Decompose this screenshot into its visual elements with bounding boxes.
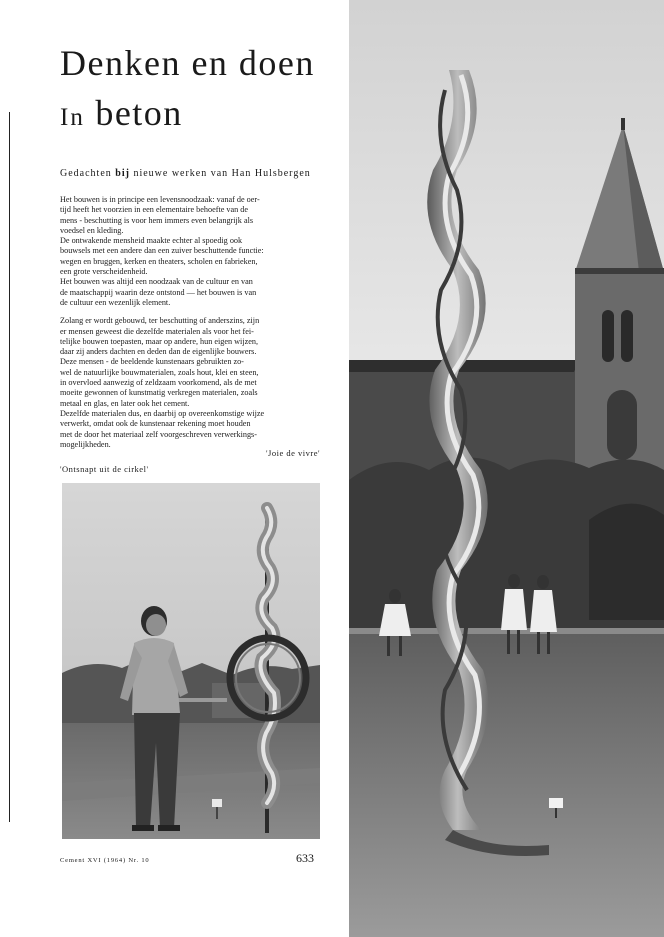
caption-joie-de-vivre: 'Joie de vivre' [266, 448, 320, 458]
subtitle-bold: bij [115, 168, 130, 179]
title-word-beton: beton [95, 93, 183, 133]
subtitle-suffix: nieuwe werken van Han Hulsbergen [133, 168, 311, 179]
journal-reference: Cement XVI (1964) Nr. 10 [60, 857, 150, 864]
title-line-1: Denken en doen [60, 43, 315, 83]
caption-ontsnapt-uit-de-cirkel: 'Ontsnapt uit de cirkel' [60, 464, 149, 474]
title-line-2 [60, 88, 330, 143]
margin-rule [9, 112, 10, 822]
paragraph-1: Het bouwen is in principe een levensnoodzaak: vanaf de oer- tijd heeft het voorzien in een elementaire behoefte van de mens - beschutting is voor hem immers even belangrijk als voedsel en kleding. De ontwakende mensheid maakte echter al spoedig ook bouwsels met een andere dan een zuiver beschuttende functie: wegen en bruggen, kerken en theaters, scholen en fabrieken, een grote verscheidenheid. [60, 195, 264, 277]
title-word-in: In [60, 104, 85, 131]
article-body [60, 195, 320, 458]
paragraph-3: Zolang er wordt gebouwd, ter beschutting of anderszins, zijn er mensen geweest die dezelfde materialen als voor het fei- telijke bouwen toepasten, maar op andere, hun eigen wijzen, daar zij anders dachten en deden dan de eigenlijke bouwers. Deze mensen - de beeldende kunstenaars gebruikten zo- wel de natuurlijke bouwmaterialen, zoals hout, klei en steen, in overvloed aanwezig of zeldzaam voorkomend, als de met moeite gewonnen of kunstmatig verkregen materialen, zoals metaal en glas, en later ook het cement. Dezelfde materialen dus, en daarbij op overeenkomstige wijze verwerkt, omdat ook de kunstenaar rekening moet houden met de door het materiaal zelf voorgeschreven verwerkings- mogelijkheden. [60, 316, 265, 449]
paragraph-2: Het bouwen was altijd een noodzaak van de cultuur en van de maatschappij waarin deze ontstond — het bouwen is van de cultuur een wezenlijk element. [60, 277, 257, 307]
page-number: 633 [296, 851, 314, 865]
photo-joie-de-vivre [349, 0, 664, 937]
photo-ontsnapt-uit-de-cirkel [62, 483, 320, 839]
article-subtitle [60, 168, 330, 179]
article-title [60, 38, 330, 143]
subtitle-prefix: Gedachten [60, 168, 112, 179]
